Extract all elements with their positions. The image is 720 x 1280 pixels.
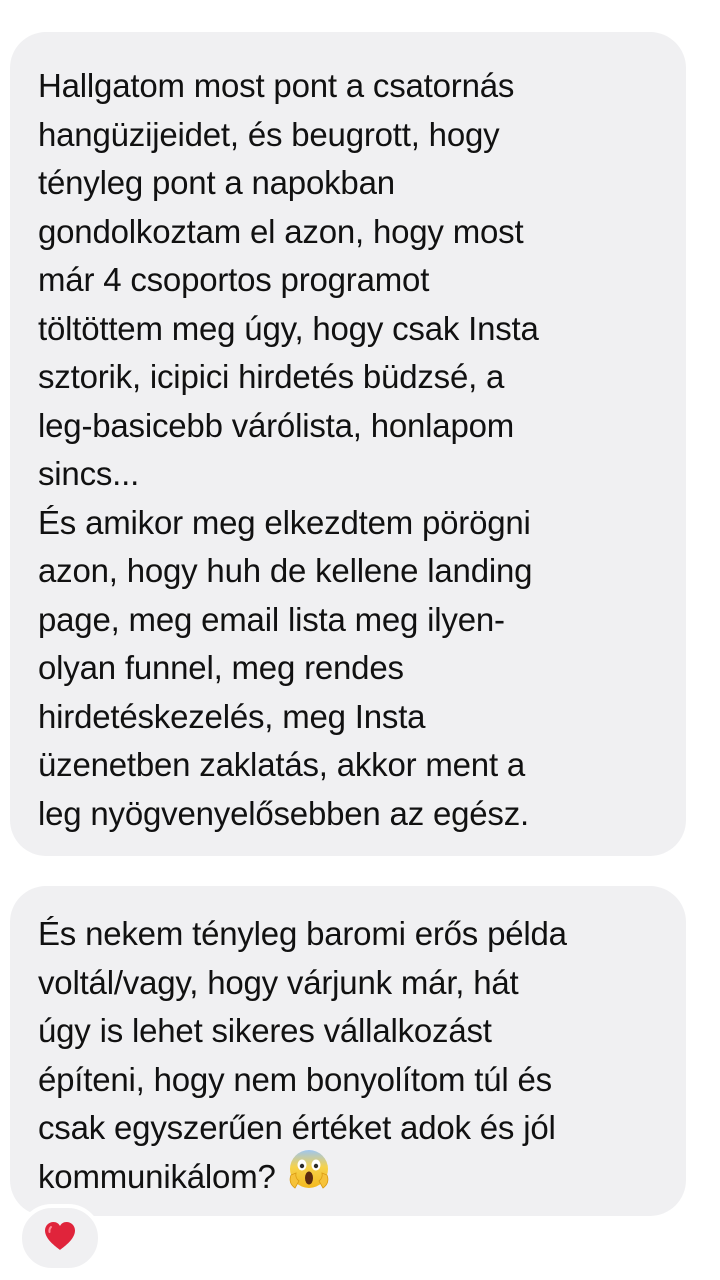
message-line: olyan funnel, meg rendes (38, 649, 404, 686)
message-line-text: kommunikálom? (38, 1157, 276, 1195)
message-line: töltöttem meg úgy, hogy csak Insta (38, 309, 539, 347)
face-screaming-in-fear-icon (286, 1145, 332, 1205)
red-heart-icon (43, 1220, 77, 1257)
message-line: sztorik, icipici hirdetés büdzsé, a (38, 358, 505, 395)
message-bubble-2[interactable] (10, 886, 686, 1216)
message-line: üzenetben zaklatás, akkor ment a (38, 746, 526, 783)
reaction-badge[interactable] (18, 1204, 102, 1272)
message-line: úgy is lehet sikeres vállalkozást (38, 1012, 492, 1049)
message-line: hirdetéskezelés, meg Insta (38, 697, 426, 735)
message-bubble-1[interactable] (10, 32, 686, 856)
message-line: leg nyögvenyelősebben az egész. (38, 794, 529, 832)
message-line: És amikor meg elkezdtem pörögni (38, 503, 531, 541)
message-line: tényleg pont a napokban (38, 164, 395, 201)
message-line: azon, hogy huh de kellene landing (38, 552, 533, 589)
message-line: page, meg email lista meg ilyen- (38, 600, 505, 638)
message-line: leg-basicebb várólista, honlapom (38, 406, 515, 444)
message-line: Hallgatom most pont a csatornás (38, 67, 515, 104)
message-line: gondolkoztam el azon, hogy most (38, 212, 524, 250)
message-line: voltál/vagy, hogy várjunk már, hát (38, 963, 519, 1001)
message-line: hangüzijeidet, és beugrott, hogy (38, 115, 500, 153)
message-line: már 4 csoportos programot (38, 261, 430, 298)
message-line: csak egyszerűen értéket adok és jól (38, 1109, 556, 1146)
message-line-last (38, 1153, 658, 1205)
message-line: És nekem tényleg baromi erős példa (38, 915, 567, 952)
message-line: sincs... (38, 455, 140, 492)
message-line: építeni, hogy nem bonyolítom túl és (38, 1060, 552, 1098)
